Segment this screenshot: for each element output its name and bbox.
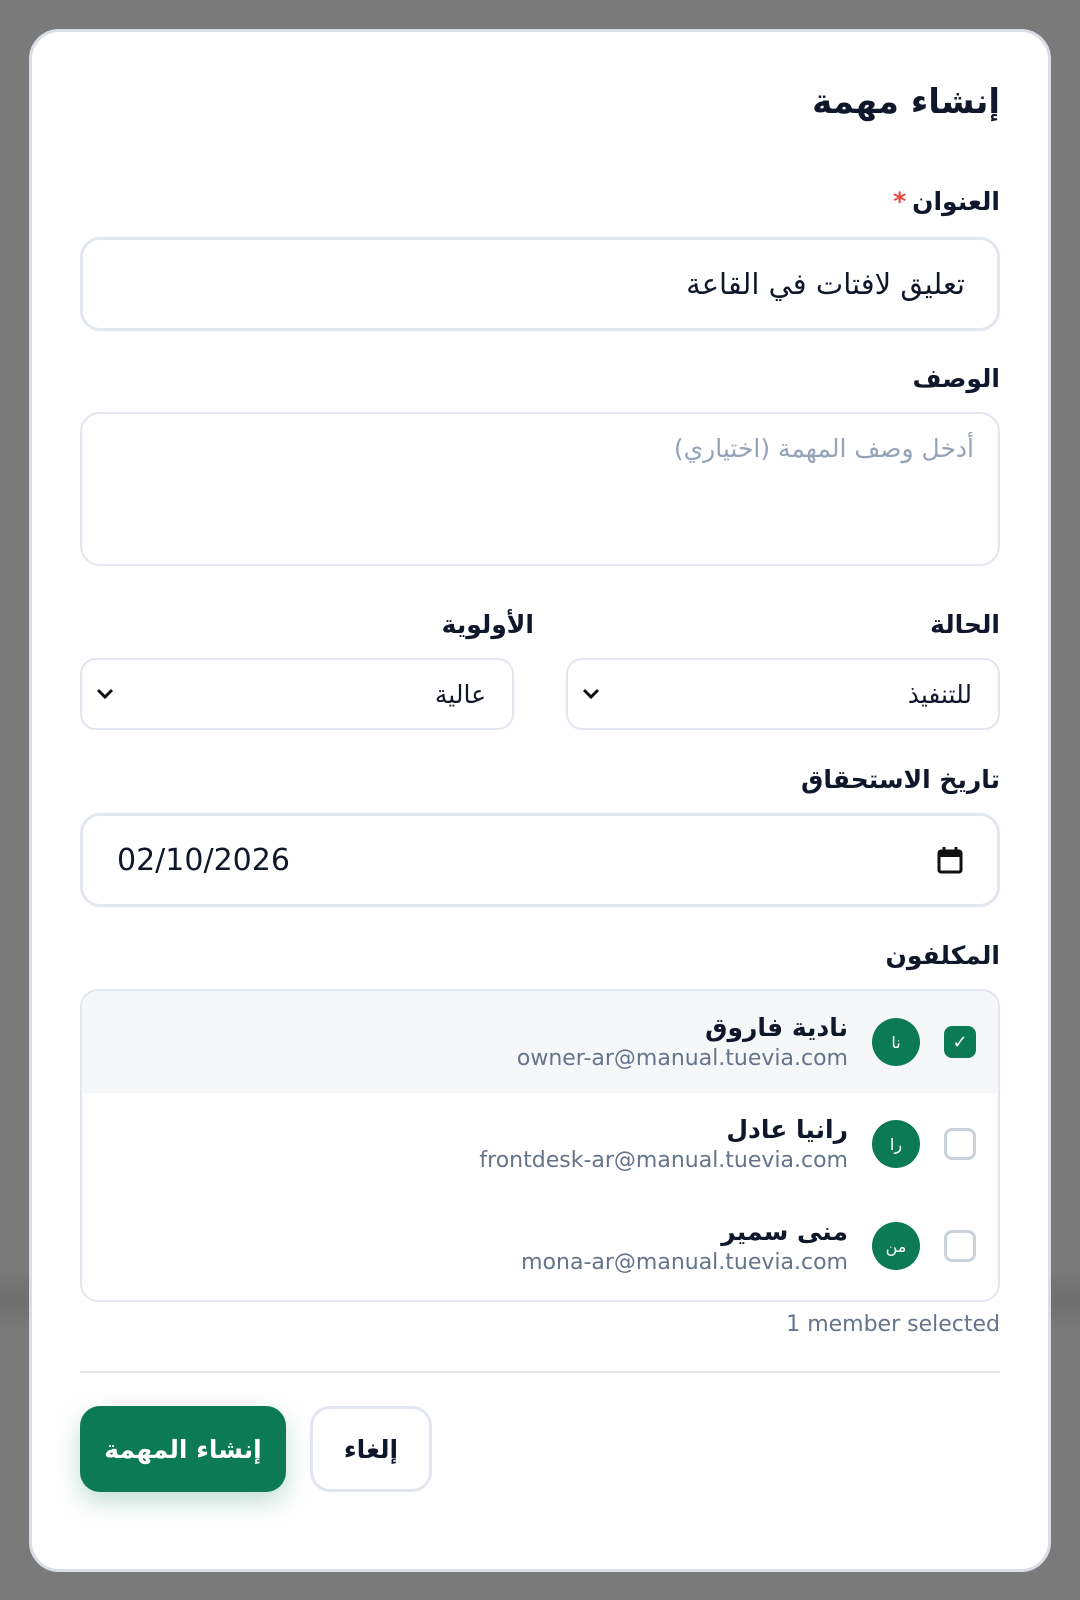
member-checkbox[interactable] — [944, 1230, 976, 1262]
due-date-value: 02/10/2026 — [117, 842, 290, 878]
status-select-value: للتنفيذ — [907, 679, 972, 709]
member-name: منى سمير — [721, 1217, 848, 1246]
priority-select-value: عالية — [434, 679, 486, 709]
due-date-input[interactable] — [80, 813, 1000, 907]
create-task-dialog — [29, 29, 1051, 1572]
avatar: را — [872, 1120, 920, 1168]
required-mark: * — [893, 187, 907, 216]
title-label — [893, 187, 1000, 216]
avatar: من — [872, 1222, 920, 1270]
status-label: الحالة — [930, 610, 1000, 639]
cancel-button[interactable]: إلغاء — [310, 1406, 432, 1492]
member-name: نادية فاروق — [705, 1013, 848, 1042]
member-info — [517, 1013, 848, 1071]
title-input-value: تعليق لافتات في القاعة — [686, 267, 965, 301]
member-email: owner-ar@manual.tuevia.com — [516, 1046, 848, 1071]
member-email: mona-ar@manual.tuevia.com — [521, 1250, 848, 1275]
check-icon: ✓ — [952, 1031, 968, 1053]
selected-count: 1 member selected — [786, 1312, 1000, 1337]
member-checkbox[interactable] — [944, 1026, 976, 1058]
member-info — [479, 1115, 848, 1173]
assignees-label: المكلفون — [885, 941, 1000, 970]
dialog-title: إنشاء مهمة — [812, 82, 1000, 122]
description-textarea[interactable] — [80, 412, 1000, 566]
member-row[interactable] — [82, 1093, 998, 1195]
due-date-label: تاريخ الاستحقاق — [801, 765, 1000, 794]
description-placeholder: أدخل وصف المهمة (اختياري) — [673, 434, 974, 463]
status-select[interactable] — [566, 658, 1000, 730]
chevron-down-icon — [582, 684, 600, 705]
divider — [80, 1371, 1000, 1373]
member-info — [521, 1217, 848, 1275]
member-checkbox[interactable] — [944, 1128, 976, 1160]
member-row[interactable] — [82, 1195, 998, 1297]
member-email: frontdesk-ar@manual.tuevia.com — [479, 1148, 848, 1173]
avatar: نا — [872, 1018, 920, 1066]
member-name: رانيا عادل — [726, 1115, 848, 1144]
member-row[interactable] — [82, 991, 998, 1093]
priority-select[interactable] — [80, 658, 514, 730]
description-label: الوصف — [912, 364, 1000, 393]
calendar-icon[interactable] — [937, 846, 963, 874]
chevron-down-icon — [96, 684, 114, 705]
title-input[interactable] — [80, 237, 1000, 331]
create-task-button[interactable]: إنشاء المهمة — [80, 1406, 286, 1492]
assignees-list — [80, 989, 1000, 1302]
title-label-text: العنوان — [912, 187, 1000, 216]
priority-label: الأولوية — [441, 610, 534, 639]
